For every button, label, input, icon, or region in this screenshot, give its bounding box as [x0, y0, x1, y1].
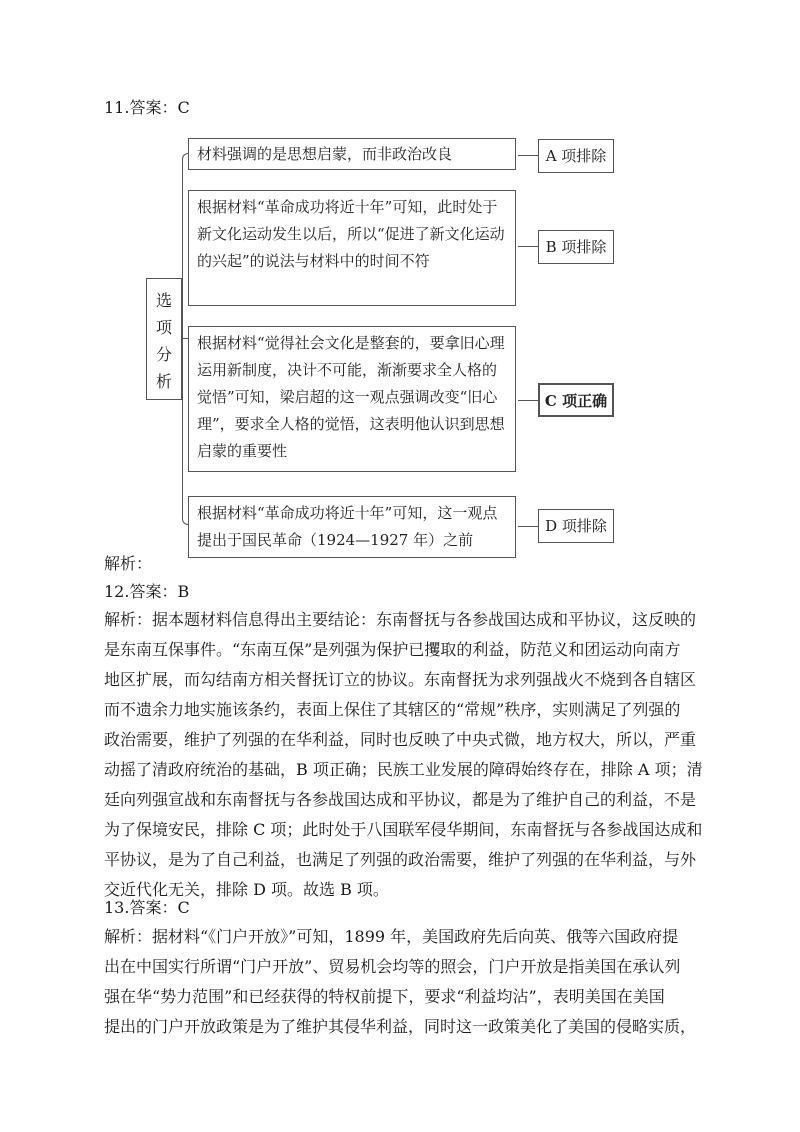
q13-analysis	[104, 922, 696, 1042]
analysis-box-c: 根据材料“觉得社会文化是整套的，要拿旧心理运用新制度，决计不可能，渐渐要求全人格的觉悟”可知，梁启超的这一观点强调改变“旧心理”，要求全人格的觉悟，这表明他认识到思想启蒙的重要性	[188, 326, 516, 472]
text-line: 是东南互保事件。“东南互保”是列强为保护已攫取的利益，防范义和团运动向南方	[104, 640, 681, 659]
result-label-d: D 项排除	[538, 509, 614, 543]
connector-b	[518, 246, 538, 247]
result-label-c: C 项正确	[538, 383, 614, 417]
result-label-b: B 项排除	[538, 230, 614, 264]
text-line: 提出的门户开放政策是为了维护其侵华利益，同时这一政策美化了美国的侵略实质，	[104, 1017, 697, 1036]
connector-d	[518, 526, 538, 527]
side-label-box	[146, 278, 182, 400]
side-label-char: 析	[155, 372, 172, 391]
result-label-a: A 项排除	[538, 139, 614, 173]
analysis-box-d: 根据材料“革命成功将近十年”可知，这一观点提出于国民革命（1924—1927 年）之前	[188, 496, 516, 558]
text-line: 为了保境安民，排除 C 项；此时处于八国联军侵华期间，东南督抚与各参战国达成和	[104, 820, 703, 839]
analysis-box-a: 材料强调的是思想启蒙，而非政治改良	[188, 138, 516, 170]
text-line: 解析：据材料“《门户开放》”可知，1899 年，美国政府先后向英、俄等六国政府提	[104, 927, 679, 946]
text-line: 交近代化无关，排除 D 项。故选 B 项。	[104, 880, 389, 899]
q13-answer: 13.答案：C	[104, 898, 190, 917]
text-line: 廷向列强宣战和东南督抚与各参战国达成和平协议，都是为了维护自己的利益，不是	[104, 790, 697, 809]
side-label-char: 项	[155, 318, 172, 337]
text-line: 地区扩展，而勾结南方相关督抚订立的协议。东南督抚为求列强战火不烧到各自辖区	[104, 670, 697, 689]
text-line: 政治需要，维护了列强的在华利益，同时也反映了中央式微，地方权大，所以，严重	[104, 730, 697, 749]
q11-analysis-label: 解析：	[104, 554, 153, 573]
analysis-box-b: 根据材料“革命成功将近十年”可知，此时处于新文化运动发生以后，所以“促进了新文化运动的兴起”的说法与材料中的时间不符	[188, 190, 516, 306]
q12-analysis	[104, 605, 703, 905]
text-line: 出在中国实行所谓“门户开放”、贸易机会均等的照会，门户开放是指美国在承认列	[104, 957, 681, 976]
connector-c	[518, 400, 538, 401]
side-label-char: 分	[155, 345, 172, 364]
q12-answer: 12.答案：B	[104, 582, 190, 601]
text-line: 而不遗余力地实施该条约，表面上保住了其辖区的“常规”秩序，实则满足了列强的	[104, 700, 681, 719]
side-label-char: 选	[155, 291, 172, 310]
connector-a	[518, 155, 538, 156]
text-line: 动摇了清政府统治的基础，B 项正确；民族工业发展的障碍始终存在，排除 A 项；清	[104, 760, 703, 779]
q11-answer: 11.答案：C	[104, 98, 190, 117]
text-line: 解析：据本题材料信息得出主要结论：东南督抚与各参战国达成和平协议，这反映的	[104, 610, 697, 629]
text-line: 平协议，是为了自己利益，也满足了列强的政治需要，维护了列强的在华利益，与外	[104, 850, 697, 869]
text-line: 强在华“势力范围”和已经获得的特权前提下，要求“利益均沾”，表明美国在美国	[104, 987, 665, 1006]
